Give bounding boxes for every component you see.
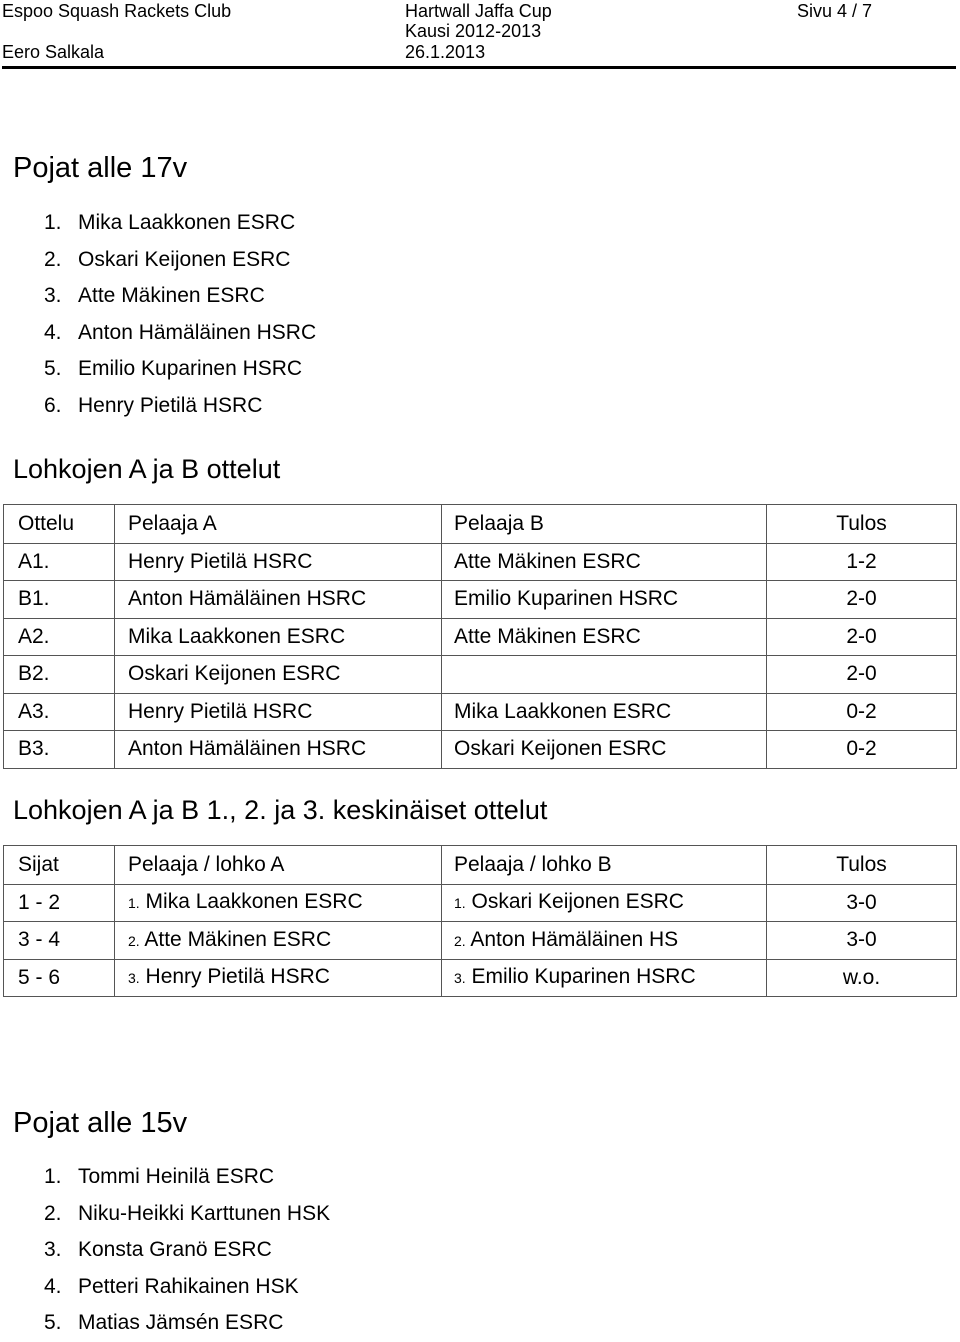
club-name: Espoo Squash Rackets Club	[2, 1, 232, 21]
table-row: B2. Oskari Keijonen ESRC 2-0	[4, 656, 957, 694]
list-item: 2. Niku-Heikki Karttunen HSK	[44, 1201, 331, 1225]
list-item: 3. Atte Mäkinen ESRC	[44, 284, 265, 308]
table-row: A3. Henry Pietilä HSRC Mika Laakkonen ESRC 0-2	[4, 693, 957, 731]
event-name: Hartwall Jaffa Cup	[405, 1, 552, 21]
header-divider	[2, 66, 956, 69]
group-matches-title: Lohkojen A ja B ottelut	[13, 454, 281, 484]
table-header-row: Sijat Pelaaja / lohko A Pelaaja / lohko B Tulos	[4, 846, 957, 885]
table-header-row: Ottelu Pelaaja A Pelaaja B Tulos	[4, 505, 957, 544]
page-number: Sivu 4 / 7	[797, 1, 873, 21]
table-row: 1 - 2 1. Mika Laakkonen ESRC 1. Oskari Keijonen ESRC 3-0	[4, 884, 957, 922]
page-header	[0, 0, 960, 96]
section-title-u17: Pojat alle 17v	[13, 152, 188, 184]
table-row: 5 - 6 3. Henry Pietilä HSRC 3. Emilio Kuparinen HSRC w.o.	[4, 959, 957, 997]
document-date: 26.1.2013	[405, 42, 486, 62]
list-item: 5. Emilio Kuparinen HSRC	[44, 357, 303, 381]
section-title-u15: Pojat alle 15v	[13, 1107, 188, 1139]
ranking-list-u15	[44, 1159, 330, 1342]
list-item: 4. Anton Hämäläinen HSRC	[44, 320, 317, 344]
table-row: 3 - 4 2. Atte Mäkinen ESRC 2. Anton Hämäläinen HS 3-0	[4, 922, 957, 960]
list-item: 4. Petteri Rahikainen HSK	[44, 1274, 299, 1298]
placement-matches-table	[3, 845, 957, 997]
placement-matches-title: Lohkojen A ja B 1., 2. ja 3. keskinäiset ottelut	[13, 795, 548, 825]
list-item: 3. Konsta Granö ESRC	[44, 1238, 272, 1262]
list-item: 5. Matias Jämsén ESRC	[44, 1311, 284, 1335]
table-row: B1. Anton Hämäläinen HSRC Emilio Kuparinen HSRC 2-0	[4, 581, 957, 619]
list-item: 1. Mika Laakkonen ESRC	[44, 211, 296, 234]
ranking-list-u17	[44, 205, 316, 425]
list-item: 6. Henry Pietilä HSRC	[44, 393, 263, 417]
table-row: A1. Henry Pietilä HSRC Atte Mäkinen ESRC 1-2	[4, 543, 957, 581]
author-name: Eero Salkala	[2, 42, 105, 62]
list-item: 1. Tommi Heinilä ESRC	[44, 1165, 275, 1188]
group-matches-table	[3, 504, 957, 769]
season-label: Kausi 2012-2013	[405, 21, 542, 41]
list-item: 2. Oskari Keijonen ESRC	[44, 247, 291, 271]
table-row: A2. Mika Laakkonen ESRC Atte Mäkinen ESRC 2-0	[4, 618, 957, 656]
table-row: B3. Anton Hämäläinen HSRC Oskari Keijonen ESRC 0-2	[4, 731, 957, 769]
